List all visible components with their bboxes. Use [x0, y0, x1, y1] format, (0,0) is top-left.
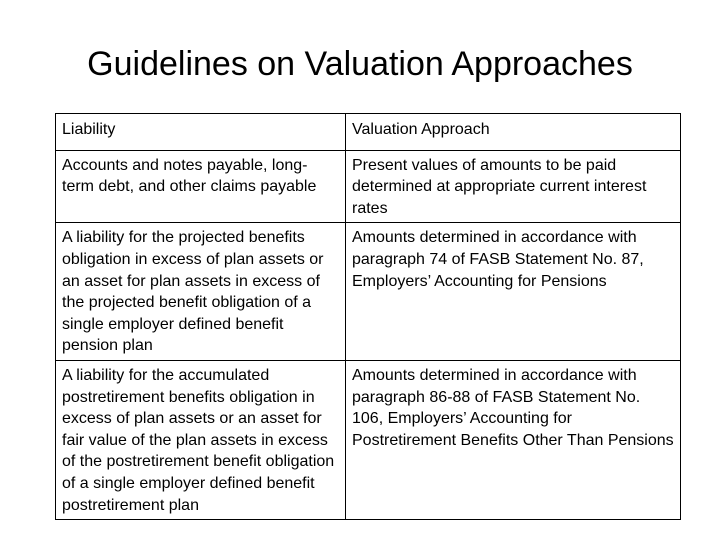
header-valuation-approach: Valuation Approach [346, 114, 681, 151]
table-row [56, 150, 681, 223]
approach-cell: Amounts determined in accordance with paragraph 86-88 of FASB Statement No. 106, Employers’ Accounting for Postretirement Benefits Other Than Pensions [346, 360, 681, 519]
approach-cell: Present values of amounts to be paid determined at appropriate current interest rates [346, 150, 681, 223]
table-header-row [56, 114, 681, 151]
header-liability: Liability [56, 114, 346, 151]
liability-cell: A liability for the projected benefits obligation in excess of plan assets or an asset for plan assets in excess of the projected benefit obligation of a single employer defined benefit pension plan [56, 223, 346, 361]
table-row [56, 360, 681, 519]
liability-cell: A liability for the accumulated postretirement benefits obligation in excess of plan assets or an asset for fair value of the plan assets in excess of the postretirement benefit obligation of a single employer defined benefit postretirement plan [56, 360, 346, 519]
slide-title: Guidelines on Valuation Approaches [87, 45, 633, 83]
valuation-table [55, 113, 681, 520]
approach-cell: Amounts determined in accordance with paragraph 74 of FASB Statement No. 87, Employers’ Accounting for Pensions [346, 223, 681, 361]
liability-cell: Accounts and notes payable, long-term debt, and other claims payable [56, 150, 346, 223]
table-row [56, 223, 681, 361]
